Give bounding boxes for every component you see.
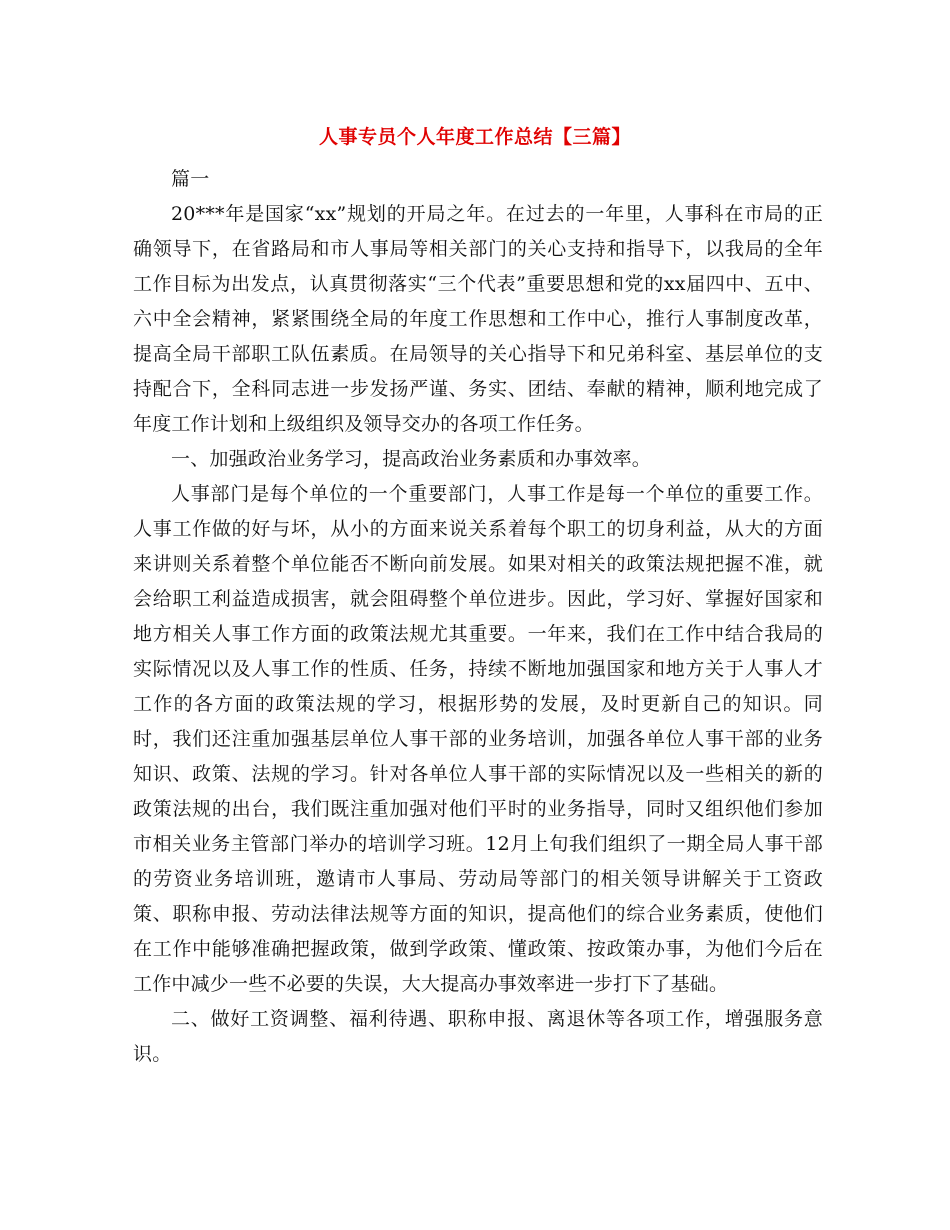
heading-two: 二、做好工资调整、福利待遇、职称申报、离退休等各项工作，增强服务意识。: [133, 1008, 823, 1065]
heading-one: 一、加强政治业务学习，提高政治业务素质和办事效率。: [171, 448, 652, 470]
document-body: [133, 160, 823, 1072]
body-paragraph: 人事部门是每个单位的一个重要部门，人事工作是每一个单位的重要工作。人事工作做的好与坏，从小的方面来说关系着每个职工的切身利益，从大的方面来讲则关系着整个单位能否不断向前发展。如果对相关的政策法规把握不准，就会给职工利益造成损害，就会阻碍整个单位进步。因此，学习好、掌握好国家和地方相关人事工作方面的政策法规尤其重要。一年来，我们在工作中结合我局的实际情况以及人事工作的性质、任务，持续不断地加强国家和地方关于人事人才工作的各方面的政策法规的学习，根据形势的发展，及时更新自己的知识。同时，我们还注重加强基层单位人事干部的业务培训，加强各单位人事干部的业务知识、政策、法规的学习。针对各单位人事干部的实际情况以及一些相关的新的政策法规的出台，我们既注重加强对他们平时的业务指导，同时又组织他们参加市相关业务主管部门举办的培训学习班。12月上旬我们组织了一期全局人事干部的劳资业务培训班，邀请市人事局、劳动局等部门的相关领导讲解关于工资政策、职称申报、劳动法律法规等方面的知识，提高他们的综合业务素质，使他们在工作中能够准确把握政策，做到学政策、懂政策、按政策办事，为他们今后在工作中减少一些不必要的失误，大大提高办事效率进一步打下了基础。: [133, 483, 823, 995]
document-title: 人事专员个人年度工作总结【三篇】: [318, 126, 631, 148]
section-label: 篇一: [171, 168, 210, 190]
intro-paragraph: 20***年是国家“xx”规划的开局之年。在过去的一年里，人事科在市局的正确领导下，在省路局和市人事局等相关部门的关心支持和指导下，以我局的全年工作目标为出发点，认真贯彻落实“三个代表”重要思想和党的xx届四中、五中、六中全会精神，紧紧围绕全局的年度工作思想和工作中心，推行人事制度改革，提高全局干部职工队伍素质。在局领导的关心指导下和兄弟科室、基层单位的支持配合下，全科同志进一步发扬严谨、务实、团结、奉献的精神，顺利地完成了年度工作计划和上级组织及领导交办的各项工作任务。: [133, 203, 823, 435]
